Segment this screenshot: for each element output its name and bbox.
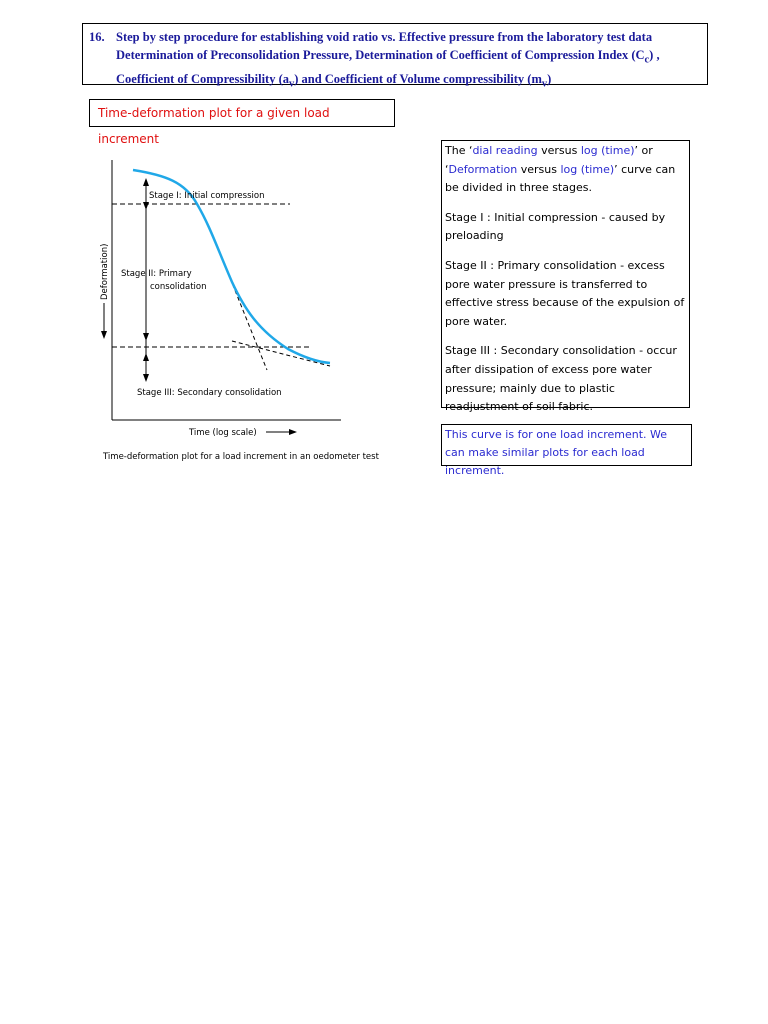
subscript-v1: v xyxy=(289,78,295,89)
title-text-2b: ) , xyxy=(649,48,660,62)
section-number: 16. xyxy=(89,30,105,44)
desc-text: ’ curve can be divided in three stages. xyxy=(445,162,676,195)
desc-text: The ‘ xyxy=(445,144,473,157)
desc-text: ‘ xyxy=(445,162,449,176)
arrow-right-icon xyxy=(289,429,297,435)
desc-highlight-log-time: log (time) xyxy=(560,162,615,176)
title-text-3c: ) xyxy=(547,71,552,86)
arrow-down-icon xyxy=(101,331,107,339)
desc-highlight-dial-reading: dial reading xyxy=(472,144,538,157)
title-text-3a: Coefficient of Compressibility (a xyxy=(116,71,290,86)
stage3-label: Stage III: Secondary consolidation xyxy=(137,388,282,398)
desc-text: ’ or xyxy=(634,144,653,157)
title-text-1: Step by step procedure for establishing void ratio vs. Effective pressure from the laboratory test data xyxy=(116,30,653,44)
description-intro xyxy=(445,142,686,198)
figure-caption: Time-deformation plot for a load increment in an oedometer test xyxy=(103,452,379,462)
desc-text: versus xyxy=(517,162,561,176)
title-text-3b: ) and Coefficient of Volume compressibility (m xyxy=(294,71,542,86)
arrow-up-icon xyxy=(143,178,149,186)
stage1-label: Stage I: Initial compression xyxy=(149,191,265,201)
description-box xyxy=(441,140,690,414)
x-axis-label: Time (log scale) xyxy=(189,428,257,438)
figure-subtitle: Time-deformation plot for a given load increment xyxy=(89,99,395,127)
description-stage2: Stage II : Primary consolidation - excess pore water pressure is transferred to effective stress because of the expulsion of pore water. xyxy=(445,258,685,328)
arrow-down-icon xyxy=(143,374,149,382)
arrow-down-icon xyxy=(143,333,149,341)
stage2-label-line1: Stage II: Primary xyxy=(121,269,192,279)
y-axis-label: Deformation) xyxy=(100,243,110,300)
desc-text: versus xyxy=(537,144,581,157)
arrow-up-icon xyxy=(143,353,149,361)
subscript-v2: v xyxy=(541,78,548,89)
stage2-label-line2: consolidation xyxy=(150,282,207,292)
note-box: This curve is for one load increment. We can make similar plots for each load increment. xyxy=(441,424,692,466)
description-stage3: Stage III : Secondary consolidation - occur after dissipation of excess pore water pressure; mainly due to plastic readjustment of soil fabric. xyxy=(445,344,677,414)
subscript-c: c xyxy=(644,54,650,66)
title-text-2a: Determination of Preconsolidation Pressure, Determination of Coefficient of Compression Index (C xyxy=(116,48,645,62)
arrow-down-icon xyxy=(143,202,149,210)
description-stage1: Stage I : Initial compression - caused by preloading xyxy=(445,210,666,243)
desc-highlight-deformation: Deformation xyxy=(448,162,518,176)
desc-highlight-log-time: log (time) xyxy=(580,144,635,157)
